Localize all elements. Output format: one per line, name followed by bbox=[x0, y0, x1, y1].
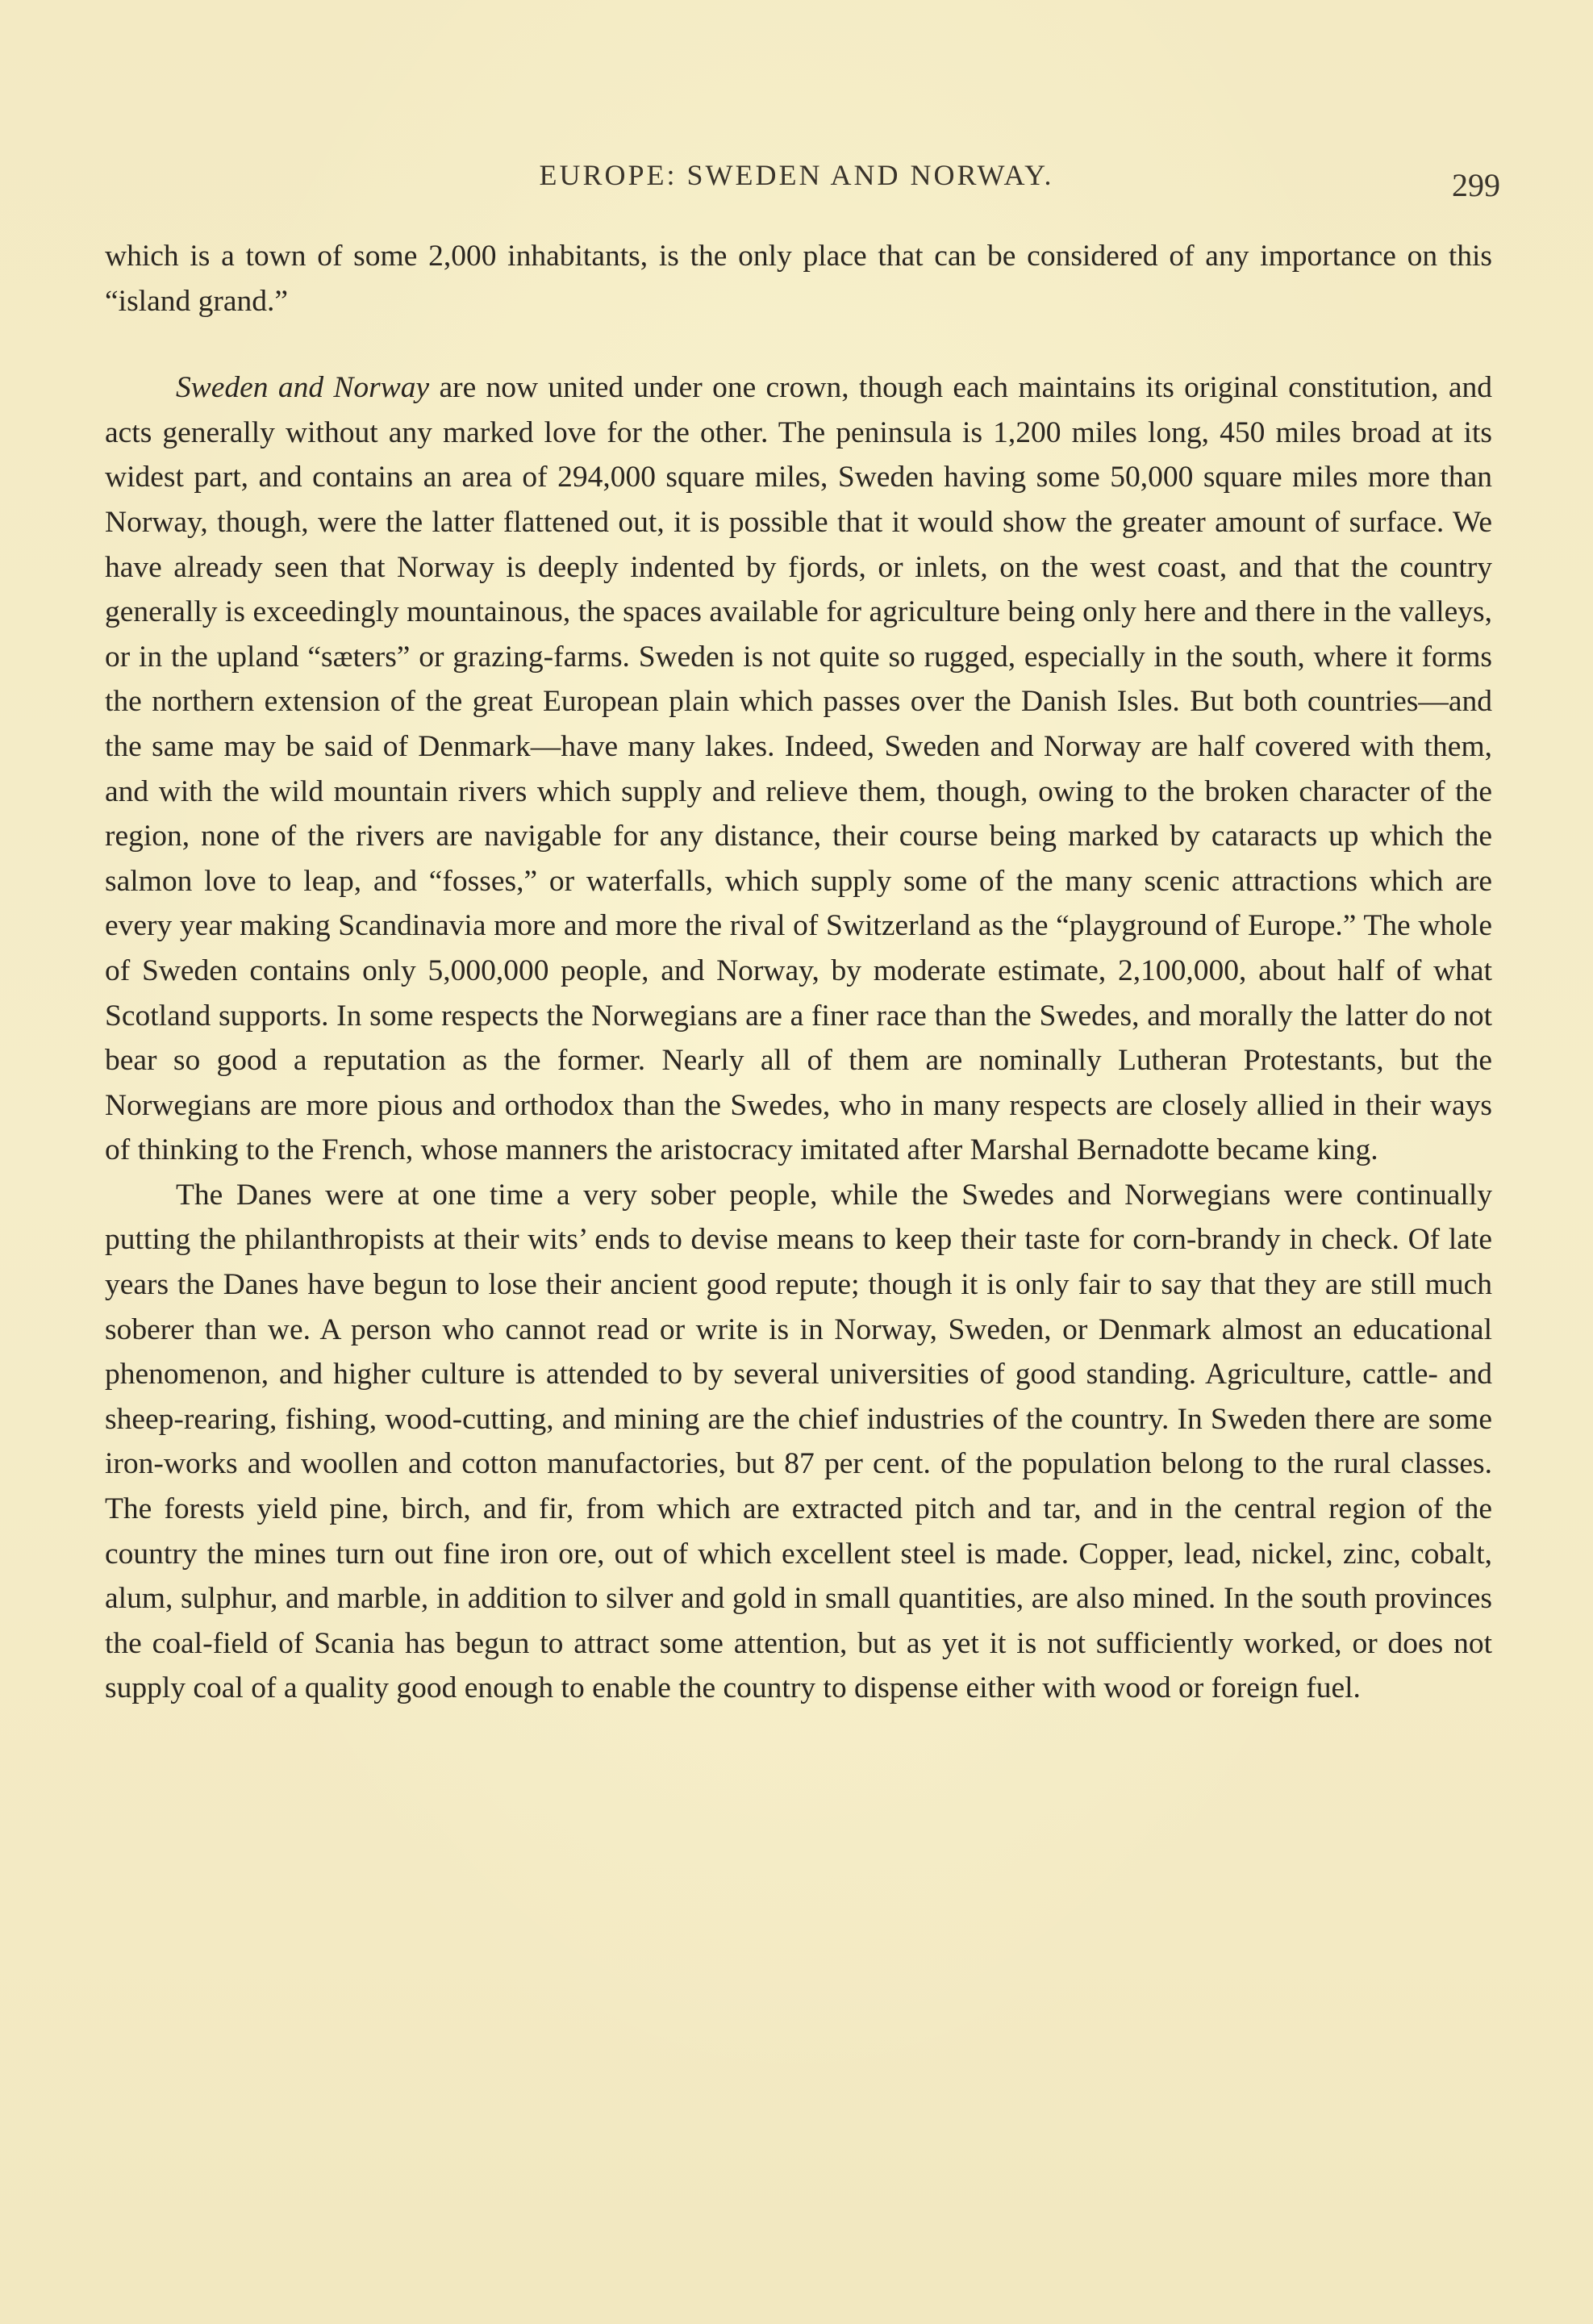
paragraph-continued: which is a town of some 2,000 inhabitants, is the only place that can be considered of any importance on this “island grand.” bbox=[105, 240, 1492, 318]
body-text bbox=[105, 234, 1492, 1711]
page-number: 299 bbox=[1452, 167, 1500, 203]
paragraph-text: are now united under one crown, though each maintains its original constitution, and acts generally without any marked love for the other. The peninsula is 1,200 miles long, 450 miles broad at its widest part, and contains an area of 294,000 square miles, Sweden having some 50,000 square miles more than Norway, though, were the latter flattened out, it is possible that it would show the greater amount of surface. We have already seen that Norway is deeply indented by fjords, or inlets, on the west coast, and that the country generally is exceedingly mountainous, the spaces available for agriculture being only here and there in the valleys, or in the upland “sæters” or grazing-farms. Sweden is not quite so rugged, especially in the south, where it forms the northern extension of the great European plain which passes over the Danish Isles. But both countries—and the same may be said of Denmark—have many lakes. Indeed, Sweden and Norway are half covered with them, and with the wild mountain rivers which supply and relieve them, though, owing to the broken character of the region, none of the rivers are navigable for any distance, their course being marked by cataracts up which the salmon love to leap, and “fosses,” or waterfalls, which supply some of the many scenic attractions which are every year making Scandinavia more and more the rival of Switzerland as the “playground of Europe.” The whole of Sweden contains only 5,000,000 people, and Norway, by moderate estimate, 2,100,000, about half of what Scotland supports. In some respects the Norwegians are a finer race than the Swedes, and morally the latter do not bear so good a reputation as the former. Nearly all of them are nominally Lutheran Protestants, but the Norwegians are more pious and orthodox than the Swedes, who in many respects are closely allied in their ways of thinking to the French, whose manners the aristocracy imitated after Marshal Bernadotte became king. bbox=[105, 371, 1492, 1167]
paragraph-sweden-and-norway bbox=[105, 365, 1492, 1173]
running-title: EUROPE: SWEDEN AND NORWAY. bbox=[539, 159, 1054, 191]
paragraph-gap bbox=[105, 323, 1492, 365]
paragraph-danes: The Danes were at one time a very sober people, while the Swedes and Norwegians were continually putting the philanthropists at their wits’ ends to devise means to keep their taste for corn-brandy in check. Of late years the Danes have begun to lose their ancient good repute; though it is only fair to say that they are still much soberer than we. A person who cannot read or write is in Norway, Sweden, or Denmark almost an educational phenomenon, and higher culture is attended to by several universities of good standing. Agriculture, cattle- and sheep-rearing, fishing, wood-cutting, and mining are the chief industries of the country. In Sweden there are some iron-works and woollen and cotton manufactories, but 87 per cent. of the population belong to the rural classes. The forests yield pine, birch, and fir, from which are extracted pitch and tar, and in the central region of the country the mines turn out fine iron ore, out of which excellent steel is made. Copper, lead, nickel, zinc, cobalt, alum, sulphur, and marble, in addition to silver and gold in small quantities, are also mined. In the south provinces the coal-field of Scania has begun to attract some attention, but as yet it is not sufficiently worked, or does not supply coal of a quality good enough to enable the country to dispense either with wood or foreign fuel. bbox=[105, 1178, 1492, 1705]
italic-lead-in: Sweden and Norway bbox=[176, 371, 430, 405]
